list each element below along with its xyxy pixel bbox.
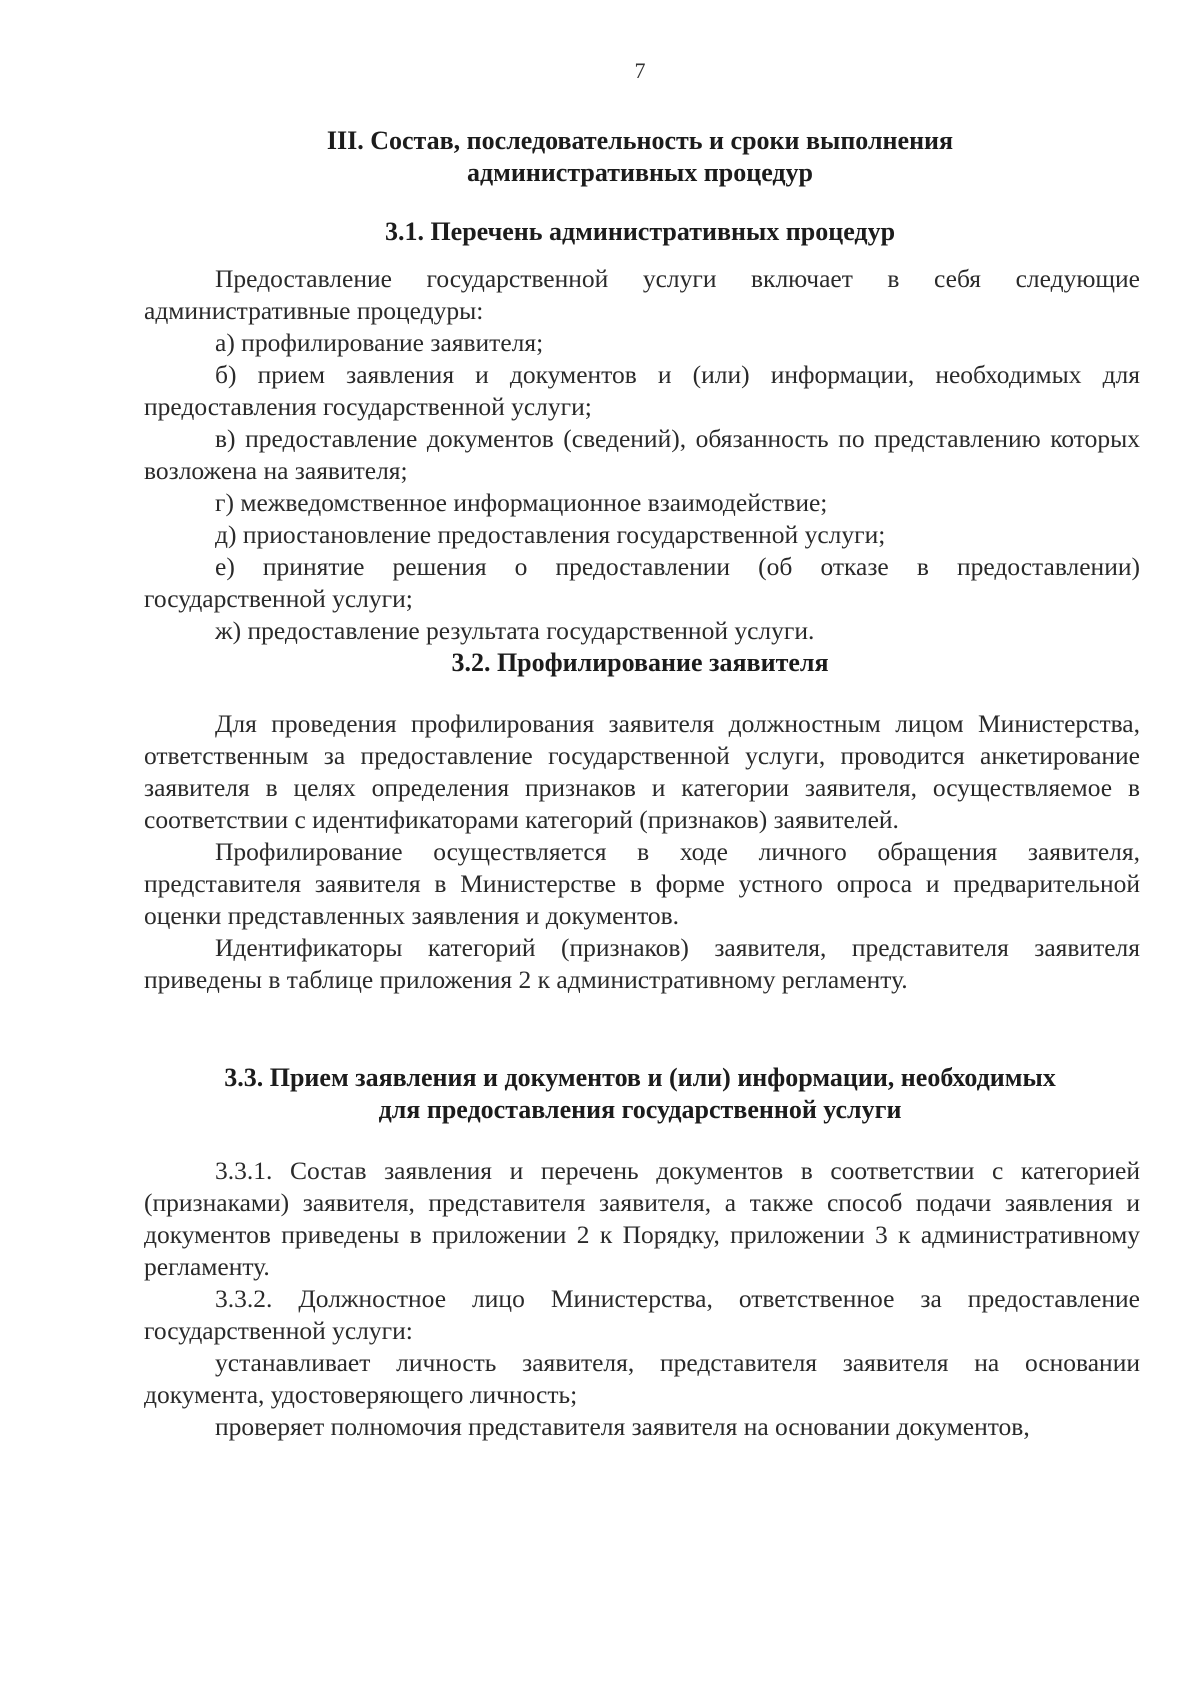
paragraph: 3.3.2. Должностное лицо Министерства, ответственное за предоставление государственной услуги: (144, 1284, 1140, 1345)
section-3-title-line-2: административных процедур (466, 158, 814, 187)
subsection-3-1-body (144, 263, 1140, 647)
subsection-3-2-body (144, 708, 1140, 996)
subsection-3-3-title-line-2: для предоставления государственной услуги (378, 1095, 902, 1124)
paragraph: Профилирование осуществляется в ходе личного обращения заявителя, представителя заявителя в Министерстве в форме устного опроса и предварительной оценки представленных заявления и документов. (144, 837, 1140, 930)
procedure-item: а) профилирование заявителя; (215, 328, 544, 357)
subsection-3-3-body (144, 1155, 1140, 1443)
subsection-3-1-title: 3.1. Перечень административных процедур (384, 217, 896, 246)
procedure-item: в) предоставление документов (сведений), обязанность по представлению которых возложена на заявителя; (144, 424, 1140, 485)
subsection-3-3-title-line-1: 3.3. Прием заявления и документов и (или) информации, необходимых (224, 1063, 1056, 1092)
procedure-item: е) принятие решения о предоставлении (об отказе в предоставлении) государственной услуги; (144, 552, 1140, 613)
procedure-item: д) приостановление предоставления государственной услуги; (215, 520, 886, 549)
paragraph: Идентификаторы категорий (признаков) заявителя, представителя заявителя приведены в таблице приложения 2 к административному регламенту. (144, 933, 1140, 994)
page-number: 7 (634, 58, 646, 83)
paragraph: 3.3.1. Состав заявления и перечень документов в соответствии с категорией (признаками) заявителя, представителя заявителя, а также способ подачи заявления и документов приведены в приложении 2 к Порядку, приложении 3 к административному регламенту. (144, 1156, 1140, 1281)
procedure-item: г) межведомственное информационное взаимодействие; (215, 488, 828, 517)
paragraph: устанавливает личность заявителя, представителя заявителя на основании документа, удостоверяющего личность; (144, 1348, 1140, 1409)
procedure-item: ж) предоставление результата государственной услуги. (215, 616, 815, 645)
section-3-title-line-1: III. Состав, последовательность и сроки выполнения (326, 126, 954, 155)
subsection-3-2-title: 3.2. Профилирование заявителя (451, 648, 829, 677)
subsection-3-1-intro: Предоставление государственной услуги включает в себя следующие административные процедуры: (144, 264, 1140, 325)
paragraph: Для проведения профилирования заявителя должностным лицом Министерства, ответственным за предоставление государственной услуги, проводится анкетирование заявителя в целях определения признаков и категории заявителя, осуществляемое в соответствии с идентификаторами категорий (признаков) заявителей. (144, 709, 1140, 834)
procedure-item: б) прием заявления и документов и (или) информации, необходимых для предоставления государственной услуги; (144, 360, 1140, 421)
paragraph: проверяет полномочия представителя заявителя на основании документов, (215, 1412, 1030, 1441)
